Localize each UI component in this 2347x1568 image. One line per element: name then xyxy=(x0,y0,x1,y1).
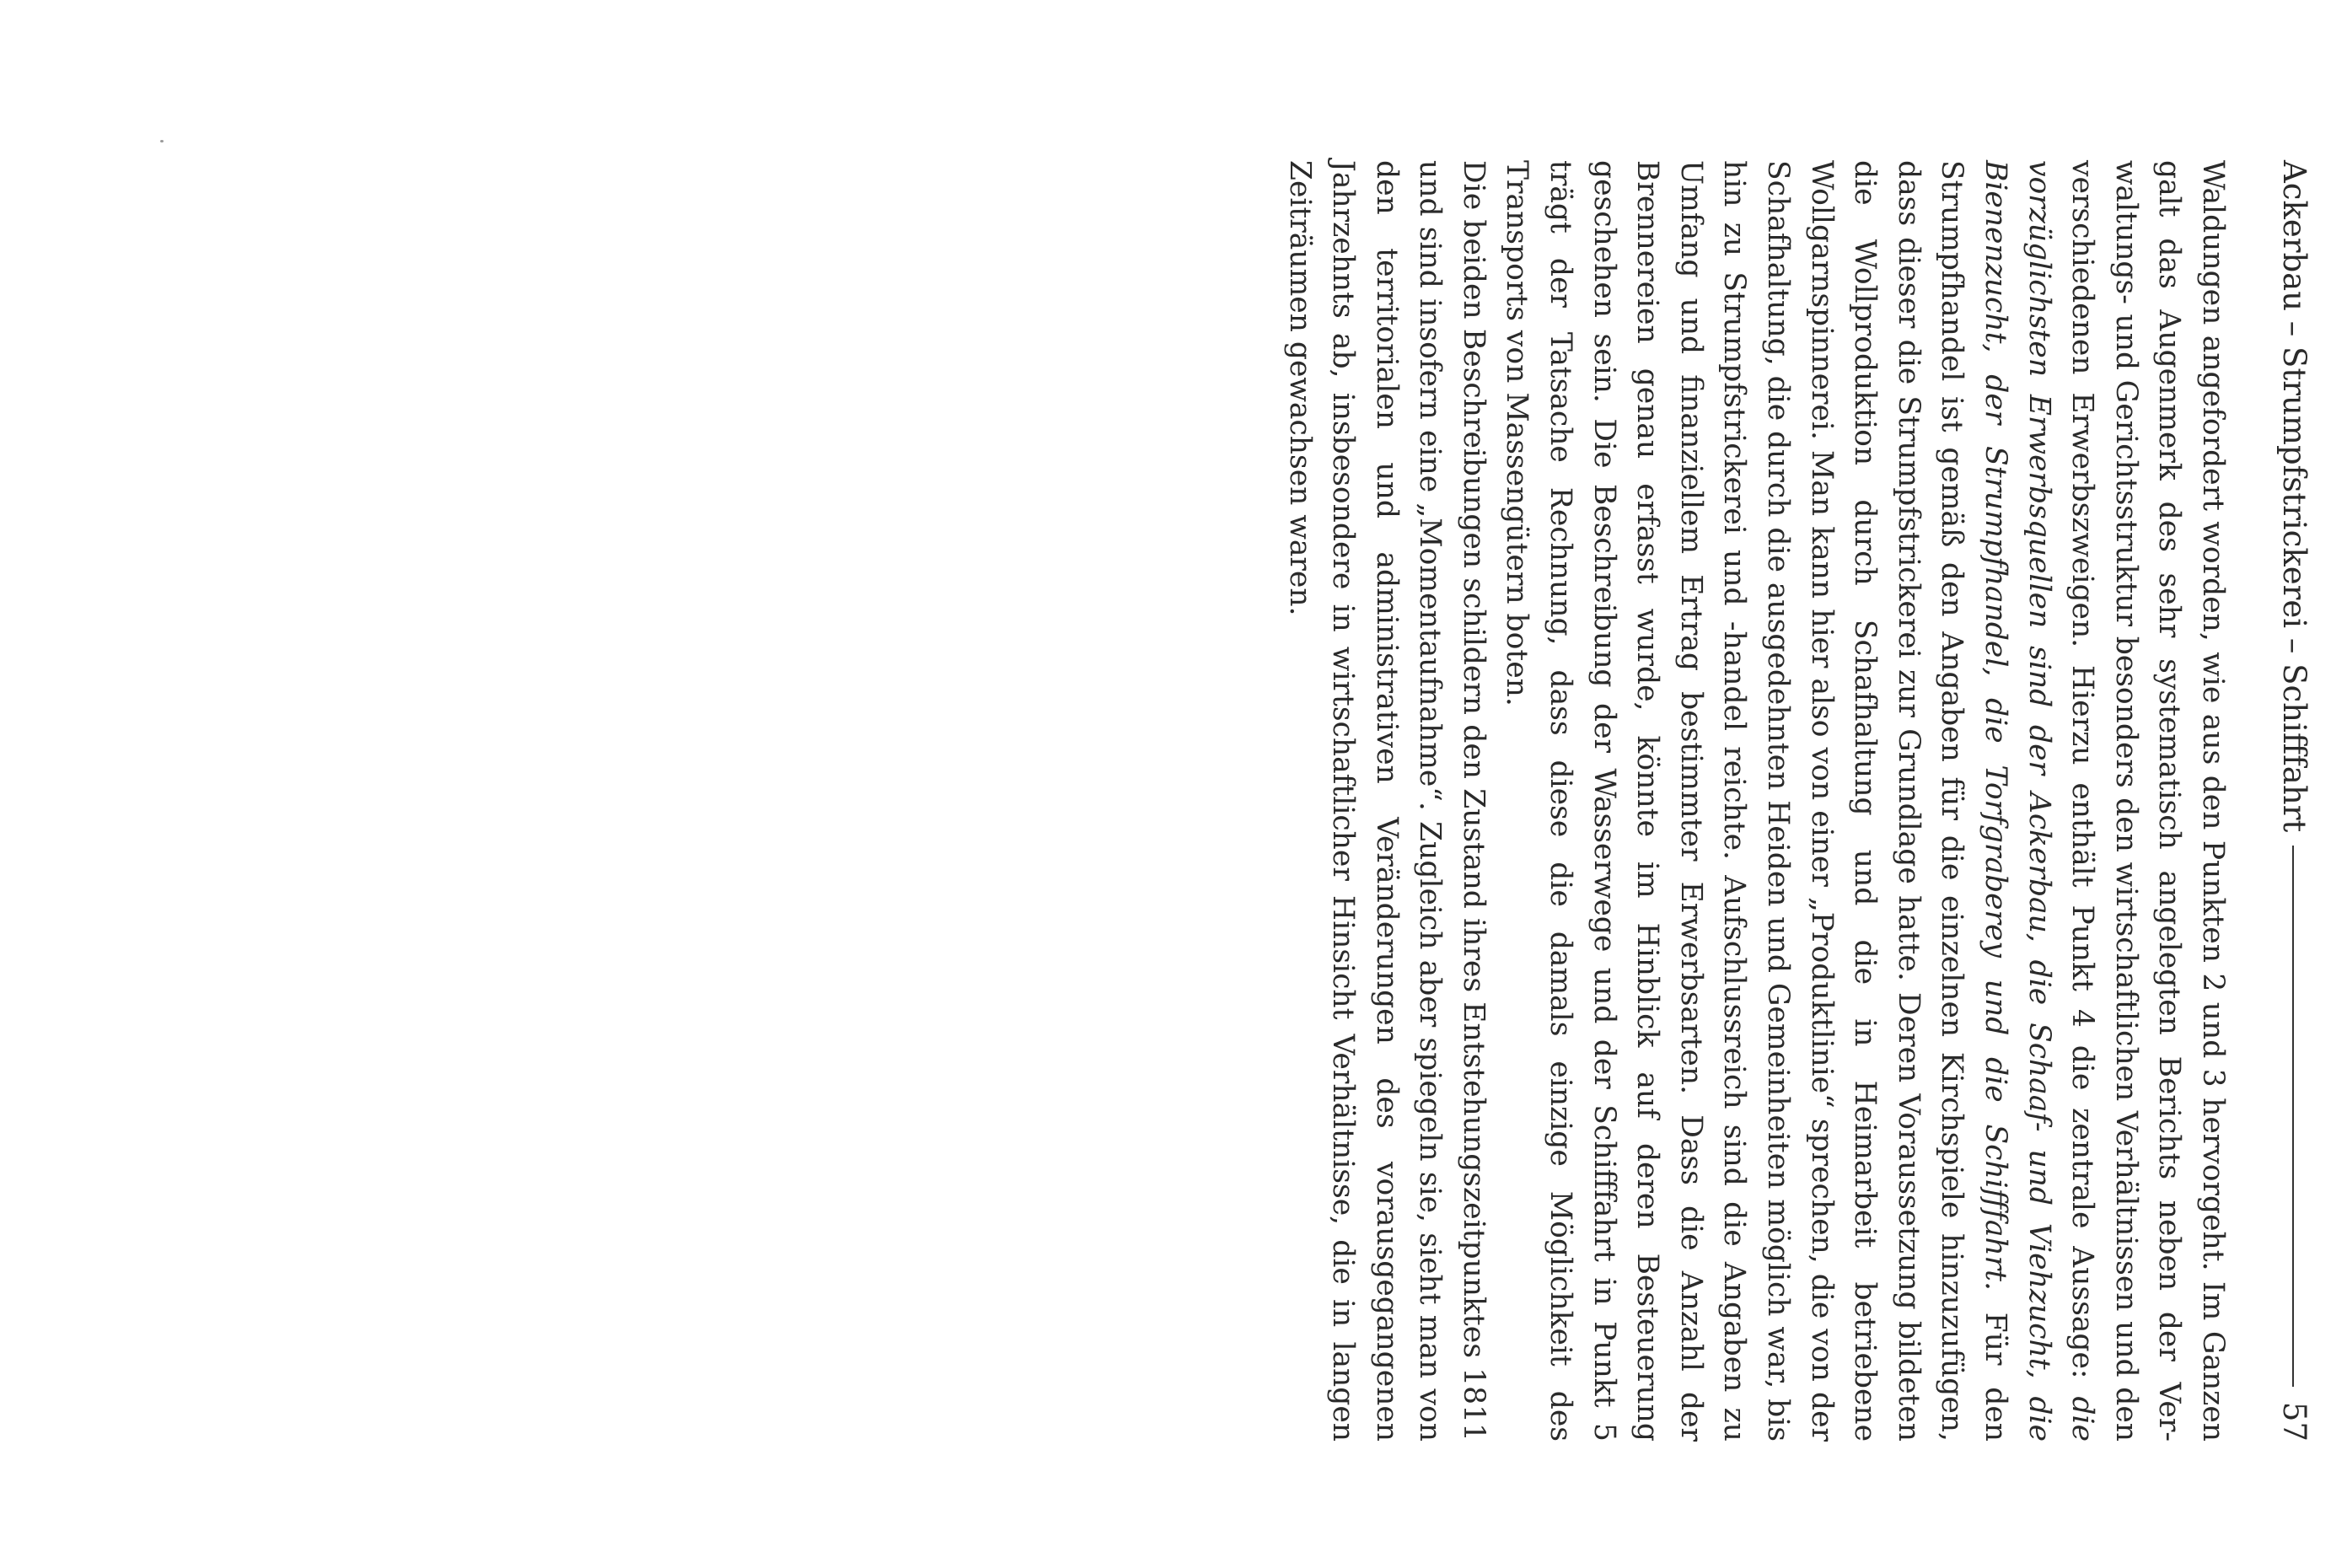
paragraph-1-segment-3: Für den Strumpfhandel ist gemäß den Angaben für die einzelnen Kirchspiele hinzuzufügen, dass dieser die Strumpfstrickerei zur Grundlage hatte. Deren Voraussetzung bildeten die Wollproduktion durch Schafhaltung und die in Heimarbeit betriebene Wollgarnspinnerei. Man kann hier also von einer „Produktlinie“ sprechen, die von der Schafhaltung, die durch die ausgedehnten Heiden und Gemeinheiten möglich war, bis hin zu Strumpfstrickerei und -handel reichte. Aufschlussreich sind die Angaben zu Umfang und finanziellem Ertrag bestimmter Erwerbsarten. Dass die Anzahl der Brennereien genau erfasst wurde, könnte im Hinblick auf deren Besteuerung geschehen sein. Die Beschreibung der Wasserwege und der Schifffahrt in Punkt 5 trägt der Tatsache Rechnung, dass diese die damals einzige Möglichkeit des Transports von Massengütern boten. xyxy=(1500,160,2013,1442)
paragraph-1-segment-1: Waldungen angefordert worden, wie aus den Punkten 2 und 3 hervorgeht. Im Ganzen galt das Augenmerk des sehr systematisch angelegten Berichts neben der Verwaltungs- und Gerichtsstruktur besonders den wirtschaftlichen Verhältnissen und den verschiedenen Erwerbszweigen. Hierzu enthält Punkt 4 die zentrale Aussage: xyxy=(2065,160,2230,1442)
paragraph-1-quote-italic: die vorzüglichsten Erwerbsquellen sind der Ackerbau, die Schaaf- und Viehzucht, die Bienenzucht, der Strumpfhandel, die Torfgraberey und die Schifffahrt. xyxy=(1979,160,2100,1442)
page-number: 57 xyxy=(2276,1401,2313,1442)
paragraph-2 xyxy=(1277,160,1495,1442)
paragraph-1 xyxy=(1495,160,2234,1442)
paragraph-2-segment-1: Die beiden Beschreibungen schildern den Zustand ihres Entstehungszeitpunktes 1811 und sind insofern eine „Momentaufnahme“. Zugleich aber spiegeln sie, sieht man von den territorialen und administrativen Veränderungen des vorausgegangenen Jahrzehnts ab, insbesondere in wirtschaftlicher Hinsicht Verhältnisse, die in langen Zeiträumen gewachsen waren. xyxy=(1282,160,1490,1442)
running-head xyxy=(2268,160,2322,1442)
running-head-rule xyxy=(2292,846,2294,1387)
running-head-title: Ackerbau – Strumpfstrickerei – Schifffahrt xyxy=(2276,160,2313,833)
body-text xyxy=(1277,160,2234,1442)
